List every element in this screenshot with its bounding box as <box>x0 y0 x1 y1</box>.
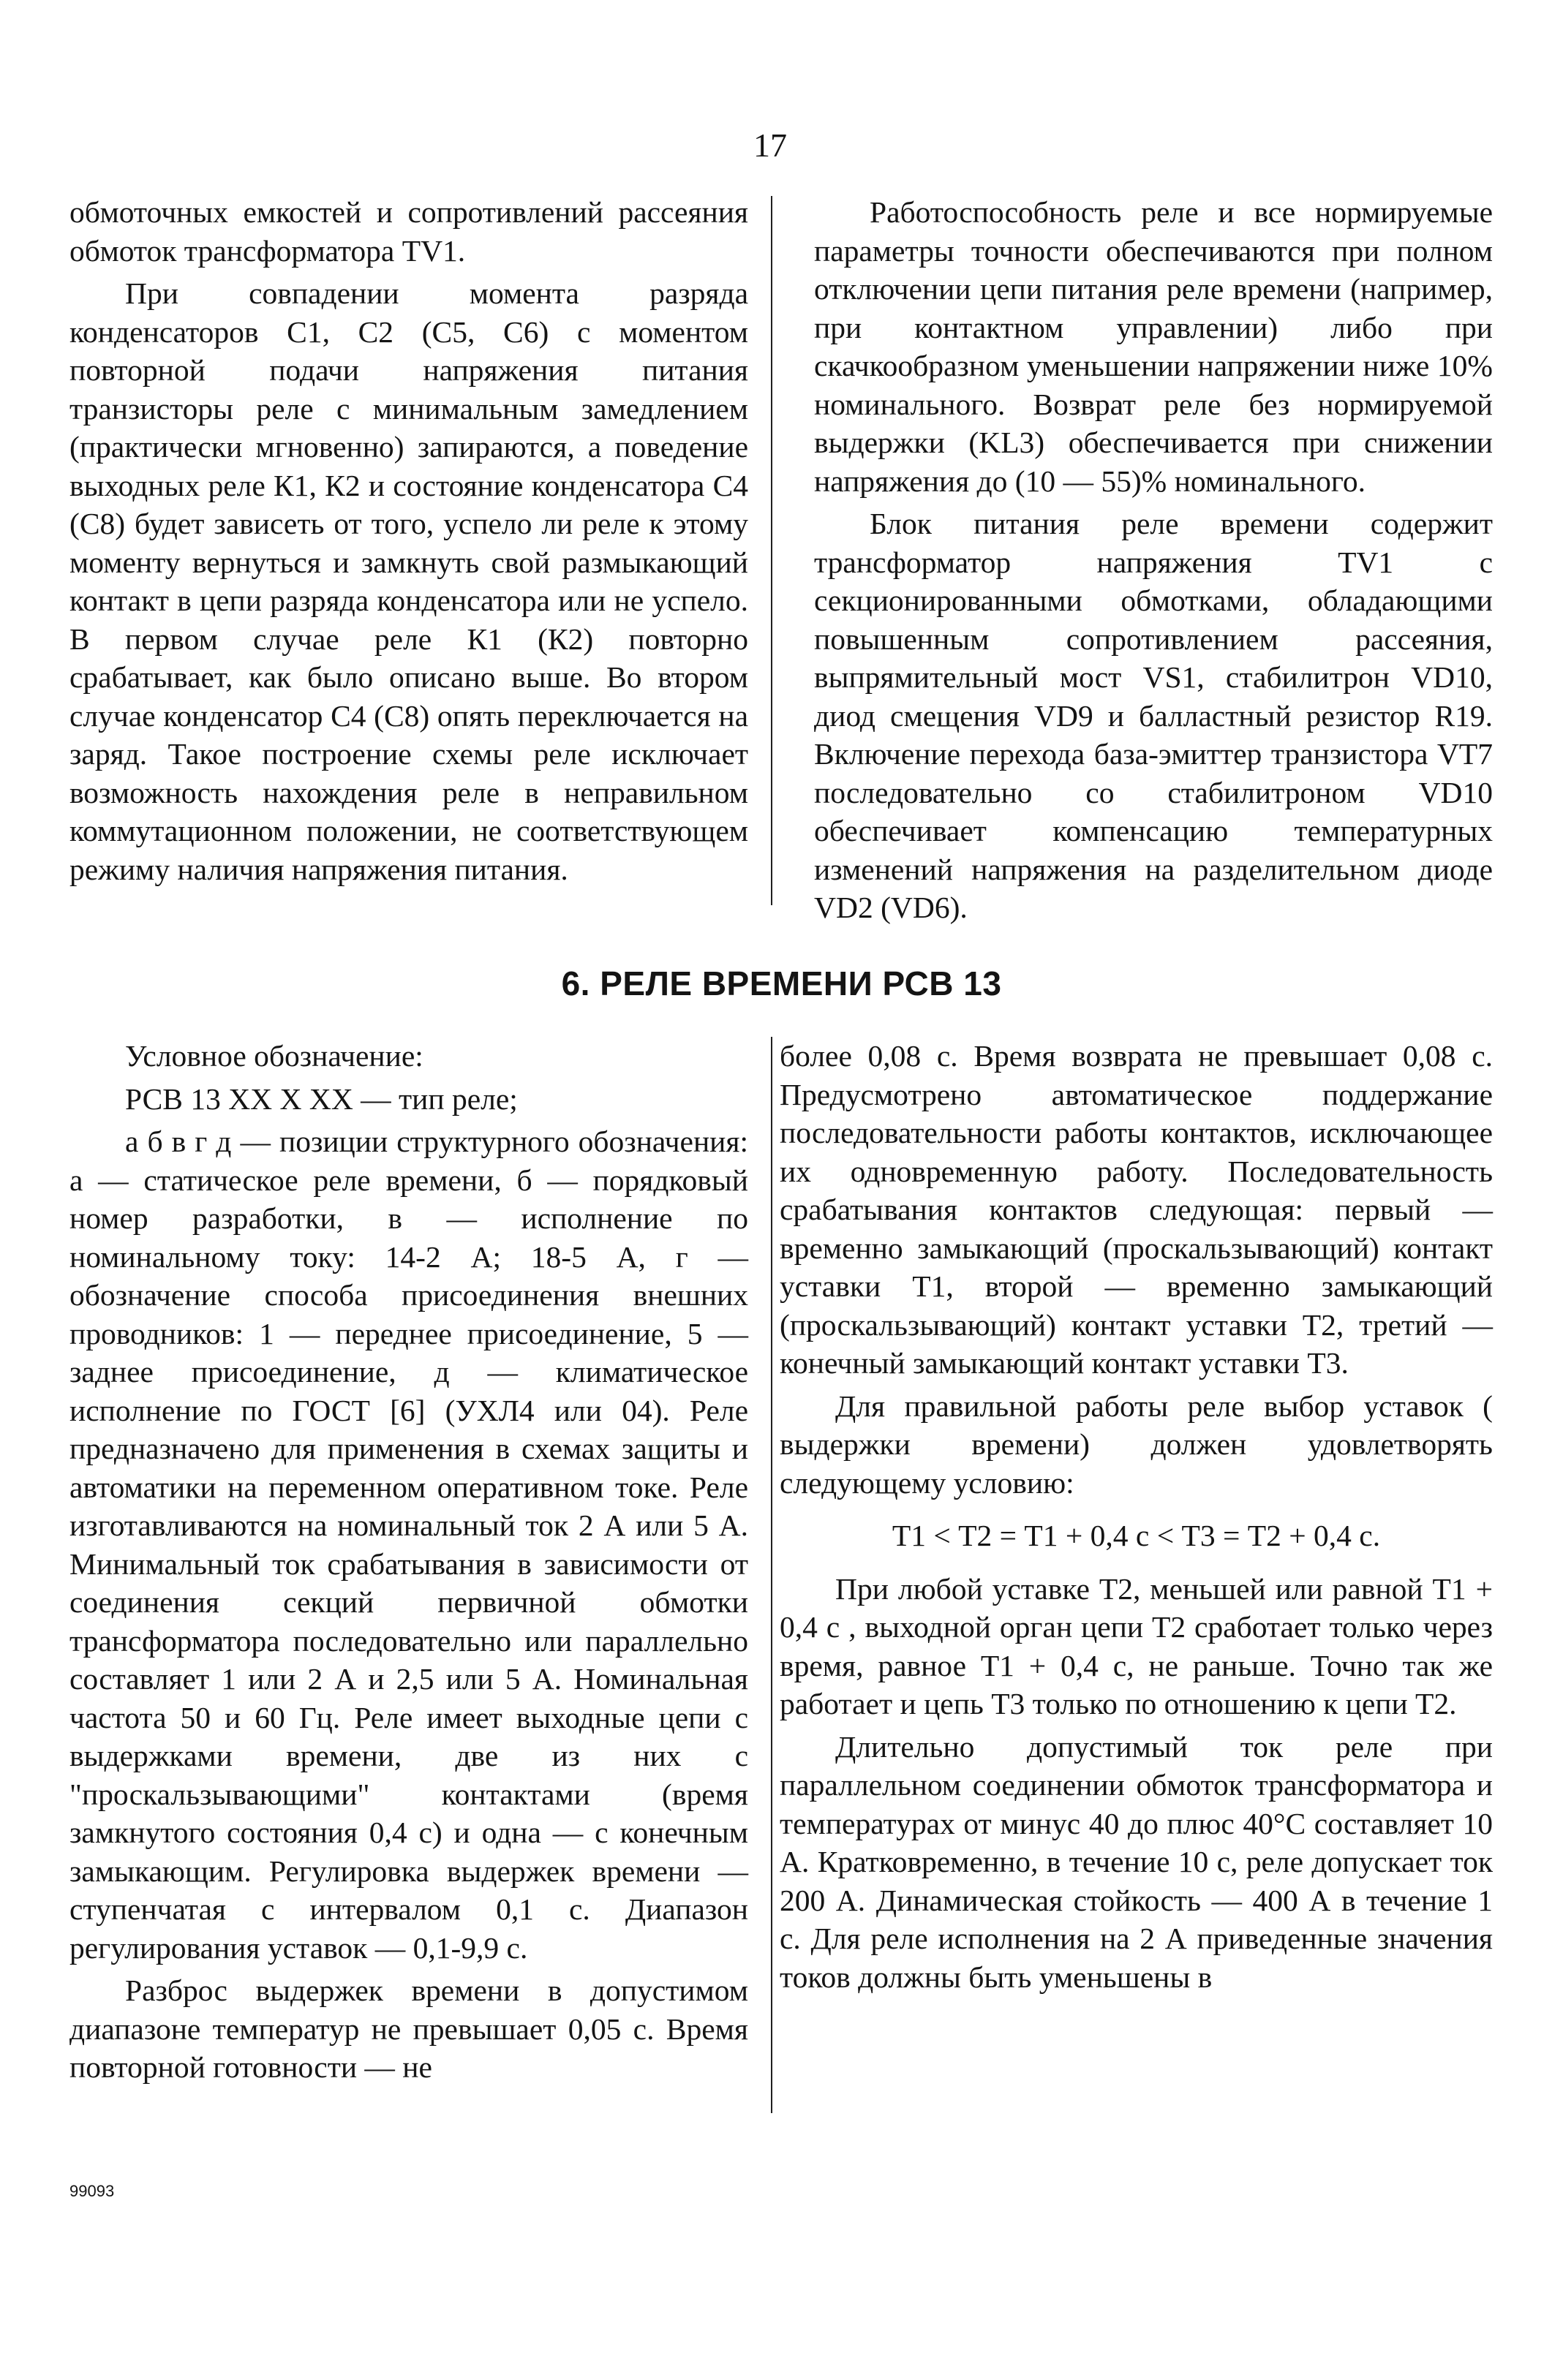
paragraph: РСВ 13 ХХ Х ХХ — тип реле; <box>125 1081 518 1116</box>
bottom-left-column <box>69 1037 748 2091</box>
column-divider <box>771 1037 772 2113</box>
paragraph: Блок питания реле времени содержит трансформатор напряжения TV1 с секционированными обмотками, обладающими повышенным сопротивлением рассеяния, выпрямительный мост VS1, стабилитрон VD10, диод смещения VD9 и балластный резистор R19. Включение перехода база-эмиттер транзистора VT7 последовательно со стабилитроном VD10 обеспечивает компенсацию температурных изменений напряжения на разделительном диоде VD2 (VD6). <box>814 507 1493 924</box>
page-number: 17 <box>753 126 787 164</box>
paragraph: Условное обозначение: <box>125 1039 423 1073</box>
column-divider <box>771 196 772 905</box>
top-left-column <box>69 193 748 893</box>
footer-code: 99093 <box>69 2182 115 2200</box>
paragraph: Работоспособность реле и все нормируемые параметры точности обеспечиваются при полном отключении цепи питания реле времени (например, при контактном управлении) либо при скачкообразном уменьшении напряжении ниже 10% номинального. Возврат реле без нормируемой выдержки (KL3) обеспечивается при снижении напряжения до (10 — 55)% номинального. <box>814 195 1493 498</box>
paragraph: Разброс выдержек времени в допустимом диапазоне температур не превышает 0,05 с. Время повторной готовности — не <box>69 1973 748 2084</box>
paragraph: обмоточных емкостей и сопротивлений рассеяния обмоток трансформатора TV1. <box>69 195 748 268</box>
paragraph: более 0,08 с. Время возврата не превышает 0,08 с. Предусмотрено автоматическое поддержание последовательности работы контактов, исключающее их одновременную работу. Последовательность срабатывания контактов следующая: первый — временно замыкающий (проскальзывающий) контакт уставки Т1, второй — временно замыкающий (проскальзывающий) контакт уставки Т2, третий — конечный замыкающий контакт уставки Т3. <box>780 1039 1493 1380</box>
paragraph: а б в г д — позиции структурного обозначения: а — статическое реле времени, б — порядковый номер разработки, в — исполнение по номинальному току: 14-2 А; 18-5 А, г — обозначение способа присоединения внешних проводников: 1 — переднее присоединение, 5 — заднее присоединение, д — климатическое исполнение по ГОСТ [6] (УХЛ4 или 04). Реле предназначено для применения в схемах защиты и автоматики на переменном оперативном токе. Реле изготавливаются на номинальный ток 2 А или 5 А. Минимальный ток срабатывания в зависимости от соединения секций первичной обмотки трансформатора последовательно или параллельно составляет 1 или 2 А и 2,5 или 5 А. Номинальная частота 50 и 60 Гц. Реле имеет выходные цепи с выдержками времени, две из них с "проскальзывающими" контактами (время замкнутого состояния 0,4 с) и одна — с конечным замыкающим. Регулировка выдержек времени — ступенчатая с интервалом 0,1 с. Диапазон регулирования уставок — 0,1-9,9 с. <box>69 1125 748 1965</box>
paragraph: Длительно допустимый ток реле при параллельном соединении обмоток трансформатора и температурах от минус 40 до плюс 40°С составляет 10 А. Кратковременно, в течение 10 с, реле допускает ток 200 А. Динамическая стойкость — 400 А в течение 1 с. Для реле исполнения на 2 А приведенные значения токов должны быть уменьшены в <box>780 1729 1493 1994</box>
paragraph: При совпадении момента разряда конденсаторов С1, С2 (С5, С6) с моментом повторной подачи напряжения питания транзисторы реле с минимальным замедлением (практически мгновенно) запираются, а поведение выходных реле К1, К2 и состояние конденсатора С4 (С8) будет зависеть от того, успело ли реле к этому моменту вернуться и замкнуть свой размыкающий контакт в цепи разряда конденсатора или не успело. В первом случае реле К1 (К2) повторно срабатывает, как было описано выше. Во втором случае конденсатор С4 (С8) опять переключается на заряд. Такое построение схемы реле исключает возможность нахождения реле в неправильном коммутационном положении, не соответствующем режиму наличия напряжения питания. <box>69 276 748 886</box>
paragraph: При любой уставке Т2, меньшей или равной Т1 + 0,4 с , выходной орган цепи Т2 сработает только через время, равное Т1 + 0,4 с, не раньше. Точно так же работает и цепь Т3 только по отношению к цепи Т2. <box>780 1571 1493 1720</box>
top-right-column <box>814 193 1493 932</box>
section-heading: 6. РЕЛЕ ВРЕМЕНИ РСВ 13 <box>561 964 1002 1002</box>
paragraph: Для правильной работы реле выбор уставок ( выдержки времени) должен удовлетворять следующему условию: <box>780 1389 1493 1500</box>
bottom-right-column <box>780 1037 1493 2001</box>
formula: Т1 < Т2 = Т1 + 0,4 с < Т3 = Т2 + 0,4 с. <box>892 1519 1381 1552</box>
